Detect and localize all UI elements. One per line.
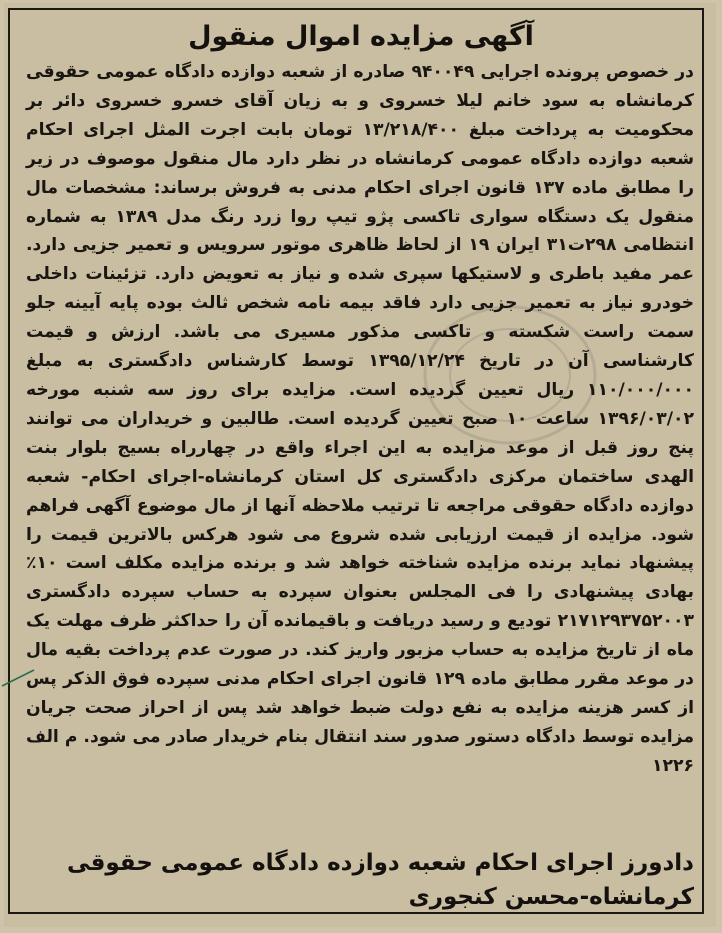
notice-body: در خصوص پرونده اجرایی ۹۴۰۰۴۹ صادره از شعبه دوازده دادگاه عمومی حقوقی کرمانشاه به سود خانم لیلا خسروی و به زیان آقای خسرو خسروی دائر بر محکومیت به پرداخت مبلغ ۱۳/۲۱۸/۴۰۰ تومان بابت اجرت المثل اجرای احکام شعبه دوازده دادگاه عمومی کرمانشاه در نظر دارد مال منقول موصوف در زیر را مطابق ماده ۱۳۷ قانون اجرای احکام مدنی به فروش برساند: مشخصات مال منقول یک دستگاه سواری تاکسی پژو تیپ روا زرد رنگ مدل ۱۳۸۹ به شماره انتظامی ۲۹۸ت۳۱ ایران ۱۹ از لحاظ ظاهری موتور سرویس و تعمیر جزیی دارد. عمر مفید باطری و لاستیکها سپری شده و نیاز به تعویض دارد. تزئینات داخلی خودرو نیاز به تعمیر جزیی دارد فاقد بیمه نامه شخص ثالث بوده پایه آیینه جلو سمت راست شکسته و تاکسی مذکور مسیری می باشد. ارزش و قیمت کارشناسی آن در تاریخ ۱۳۹۵/۱۲/۲۴ توسط کارشناس دادگستری به مبلغ ۱۱۰/۰۰۰/۰۰۰ ریال تعیین گردیده است. مزایده برای روز سه شنبه مورخه ۱۳۹۶/۰۳/۰۲ ساعت ۱۰ صبح تعیین گردیده است. طالبین و خریداران می توانند پنج روز قبل از موعد مزایده به این اجراء واقع در چهارراه بسیج بلوار بنت الهدی ساختمان مرکزی دادگستری کل استان کرمانشاه-اجرای احکام- شعبه دوازده دادگاه حقوقی مراجعه تا ترتیب ملاحظه آنها از مال موضوع آگهی فراهم شود. مزایده از قیمت ارزیابی شده شروع می شود هرکس بالاترین قیمت را پیشنهاد نماید برنده مزایده شناخته خواهد شد و برنده مزایده مکلف است ۱۰٪ بهادی پیشنهادی را فی المجلس بعنوان سپرده به حساب سپرده دادگستری ۲۱۷۱۲۹۳۷۵۲۰۰۳ تودیع و رسید دریافت و باقیمانده آن را حداکثر ظرف مهلت یک ماه از تاریخ مزایده به حساب مزبور واریز کند. در صورت عدم پرداخت بقیه مال در موعد مقرر مطابق ماده ۱۲۹ قانون اجرای احکام مدنی سپرده فوق الذکر پس از کسر هزینه مزایده به نفع دولت ضبط خواهد شد پس از احراز صحت جریان مزایده توسط دادگاه دستور صدور سند انتقال بنام خریدار صادر می شود. م الف ۱۲۲۶ bbox=[26, 62, 695, 776]
notice-title: آگهی مزایده اموال منقول bbox=[188, 21, 534, 52]
signature-block bbox=[26, 846, 694, 914]
signature-line-1: دادورز اجرای احکام شعبه دوازده دادگاه عمومی حقوقی bbox=[67, 850, 694, 876]
signature-line-2: کرمانشاه-محسن کنجوری bbox=[408, 884, 694, 910]
